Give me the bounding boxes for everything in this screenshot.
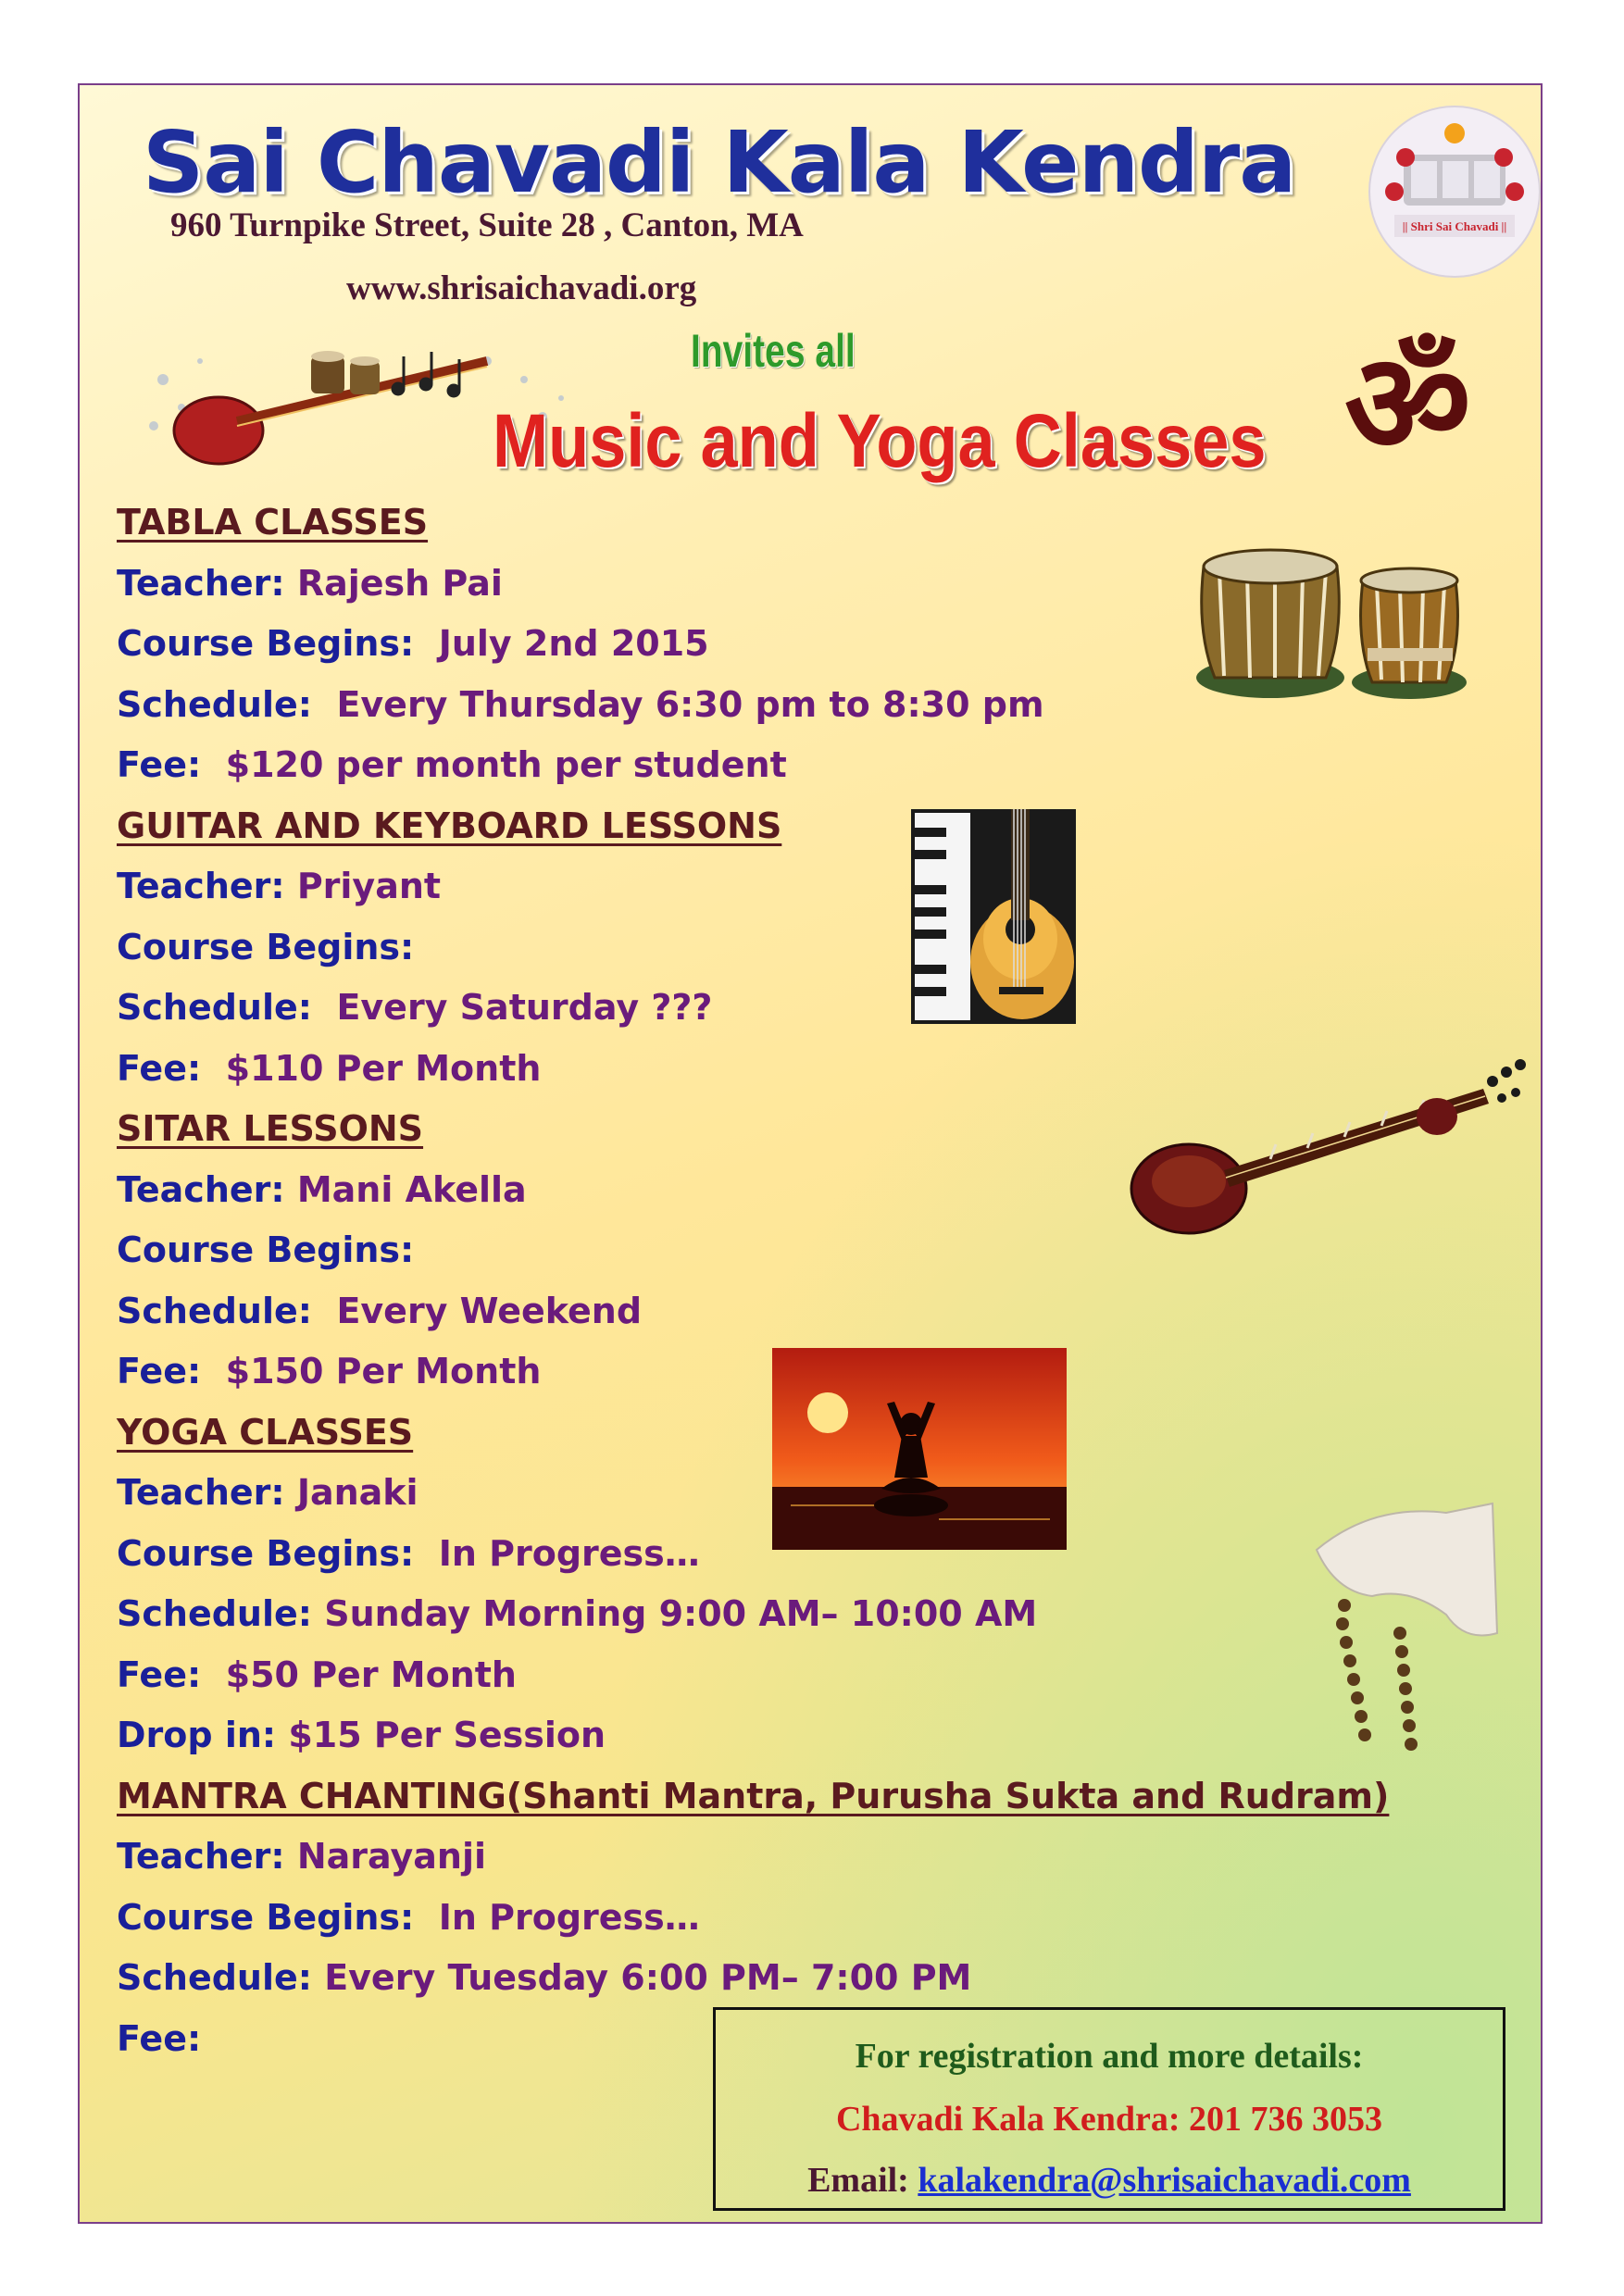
registration-box [713,2007,1505,2211]
mantra-schedule: Schedule: Every Tuesday 6:00 PM– 7:00 PM [117,1957,972,1998]
logo-caption: || Shri Sai Chavadi || [1402,219,1507,233]
yoga-teacher: Teacher: Janaki [117,1472,418,1513]
guitar-teacher: Teacher: Priyant [117,866,442,906]
section-heading-tabla: TABLA CLASSES [117,502,429,543]
flyer [78,83,1543,2224]
headline: Music and Yoga Classes [493,399,1267,483]
section-heading-guitar: GUITAR AND KEYBOARD LESSONS [117,805,782,846]
section-heading-sitar: SITAR LESSONS [117,1108,424,1149]
sitar-teacher: Teacher: Mani Akella [117,1168,527,1210]
mantra-begins: Course Begins: In Progress… [117,1896,700,1938]
sitar-icon [1122,1052,1543,1255]
address: 960 Turnpike Street, Suite 28 , Canton, MA [170,206,804,244]
yoga-dropin: Drop in: $15 Per Session [117,1715,606,1755]
section-heading-yoga: YOGA CLASSES [117,1411,414,1453]
registration-phone: Chavadi Kala Kendra: 201 736 3053 [835,2100,1383,2139]
prayer-beads-icon [1261,1494,1520,1772]
tabla-begins: Course Begins: July 2nd 2015 [117,623,709,664]
guitar-fee: Fee: $110 Per Month [117,1047,542,1089]
registration-email-line: Email: kalakendra@shrisaichavadi.com [807,2161,1411,2200]
sitar-fee: Fee: $150 Per Month [117,1351,542,1391]
guitar-begins: Course Begins: [117,926,415,967]
website-link[interactable]: www.shrisaichavadi.org [346,269,697,307]
guitar-keyboard-icon [911,809,1076,1024]
mantra-fee: Fee: [117,2017,202,2059]
yoga-begins: Course Begins: In Progress… [117,1532,700,1574]
page-title: Sai Chavadi Kala Kendra [143,113,1296,212]
sitar-schedule: Schedule: Every Weekend [117,1290,643,1331]
guitar-schedule: Schedule: Every Saturday ??? [117,987,713,1028]
tabla-schedule: Schedule: Every Thursday 6:30 pm to 8:30 pm [117,683,1044,725]
tabla-fee: Fee: $120 per month per student [117,744,787,785]
registration-heading: For registration and more details: [855,2037,1364,2076]
tabla-icon [1178,539,1474,710]
tabla-teacher: Teacher: Rajesh Pai [117,562,503,604]
om-icon: ॐ [1344,324,1471,485]
sai-logo-icon [1367,104,1543,280]
invites-text: Invites all [691,325,856,377]
yoga-fee: Fee: $50 Per Month [117,1653,517,1695]
class-listing [117,493,1505,2069]
section-heading-mantra: MANTRA CHANTING(Shanti Mantra, Purusha Sukta and Rudram) [117,1775,1390,1816]
sitar-begins: Course Begins: [117,1229,415,1270]
mantra-teacher: Teacher: Narayanji [117,1836,486,1877]
yoga-sunset-icon [772,1348,1067,1550]
email-link[interactable]: kalakendra@shrisaichavadi.com [918,2161,1411,2200]
yoga-schedule: Schedule: Sunday Morning 9:00 AM– 10:00 AM [117,1593,1038,1634]
